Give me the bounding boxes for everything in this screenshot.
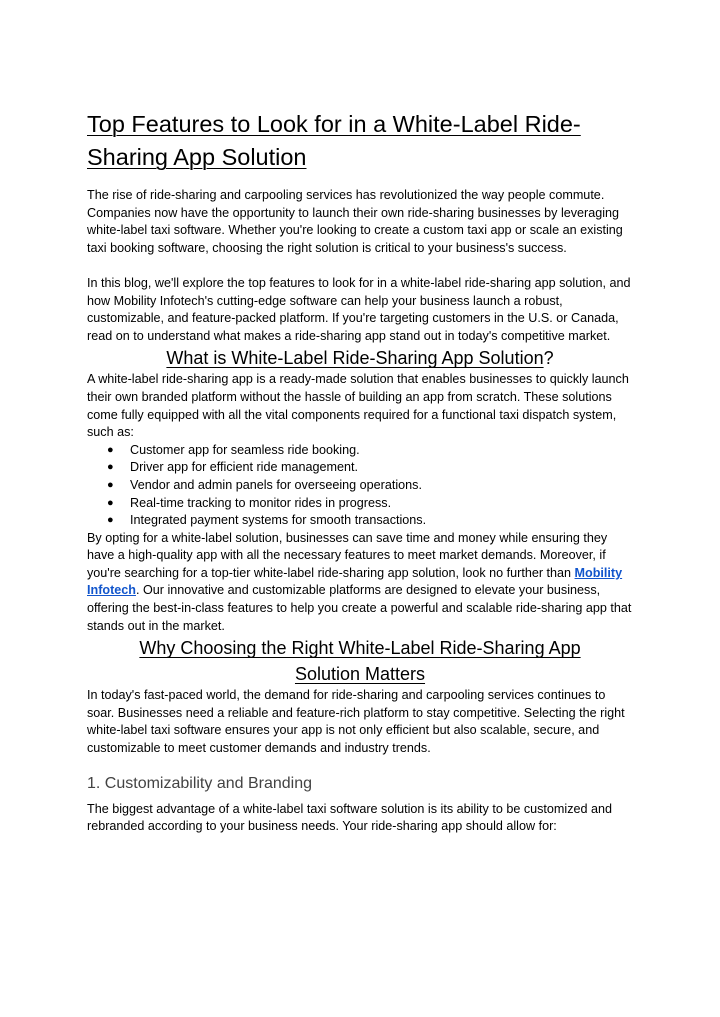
document-page [87, 108, 633, 836]
section-heading-what-is [87, 345, 633, 371]
section-heading-what-is-text: What is White-Label Ride-Sharing App Solution [166, 348, 544, 369]
list-item-text: Customer app for seamless ride booking. [130, 442, 360, 457]
section-heading-question-mark: ? [543, 348, 554, 369]
intro-paragraph-2: In this blog, we'll explore the top features to look for in a white-label ride-sharing app solution, and how Mobility Infotech's cutting-edge software can help your business launch a robust, customizable, and feature-packed platform. If you're targeting customers in the U.S. or Canada, read on to understand what makes a ride-sharing app stand out in today's competitive market. [87, 275, 631, 343]
page-title: Top Features to Look for in a White-Label Ride-Sharing App Solution [87, 111, 581, 170]
list-item-text: Real-time tracking to monitor rides in progress. [130, 495, 392, 510]
intro-paragraph-1: The rise of ride-sharing and carpooling services has revolutionized the way people commute. Companies now have the opportunity to launch their own ride-sharing businesses by leveraging white-label taxi software. Whether you're looking to create a custom taxi app or scale an existing taxi booking software, choosing the right solution is critical to your business's success. [87, 188, 623, 255]
bullet-icon: ● [107, 478, 114, 491]
customizability-paragraph: The biggest advantage of a white-label taxi software solution is its ability to be customized and rebranded according to your business needs. Your ride-sharing app should allow for: [87, 801, 613, 834]
section-heading-why-choosing-line-1: Why Choosing the Right White-Label Ride-Sharing App [139, 638, 581, 659]
mobility-infotech-link[interactable]: Mobility Infotech [87, 565, 623, 598]
list-item [107, 459, 633, 477]
list-item-text: Driver app for efficient ride management. [130, 460, 358, 475]
list-item [107, 477, 633, 495]
section-heading-why-choosing [87, 635, 633, 687]
list-item [107, 442, 633, 460]
bullet-icon: ● [107, 496, 114, 509]
paragraph-text-after-link: . Our innovative and customizable platforms are designed to elevate your business, offering the best-in-class features to help you create a powerful and scalable ride-sharing app that stands out in the market. [87, 583, 632, 633]
components-bullet-list [87, 442, 633, 530]
section-heading-why-choosing-line-2: Solution Matters [294, 664, 426, 685]
why-choosing-paragraph: In today's fast-paced world, the demand for ride-sharing and carpooling services continues to soar. Businesses need a reliable and feature-rich platform to stay competitive. Selecting the right white-label taxi software ensures your app is not only efficient but also scalable, secure, and customizable to meet customer demands and industry trends. [87, 688, 625, 756]
what-is-paragraph-2 [87, 530, 633, 636]
what-is-paragraph-1: A white-label ride-sharing app is a ready-made solution that enables businesses to quickly launch their own branded platform without the hassle of building an app from scratch. These solutions come fully equipped with all the vital components required for a functional taxi dispatch system, such as: [87, 372, 629, 440]
section-heading-customizability: 1. Customizability and Branding [87, 774, 313, 792]
bullet-icon: ● [107, 461, 114, 474]
list-item-text: Integrated payment systems for smooth transactions. [130, 513, 427, 528]
bullet-icon: ● [107, 514, 114, 527]
paragraph-spacer [87, 257, 633, 275]
list-item [107, 495, 633, 513]
list-item-text: Vendor and admin panels for overseeing operations. [130, 477, 422, 492]
bullet-icon: ● [107, 443, 114, 456]
paragraph-text-before-link: By opting for a white-label solution, businesses can save time and money while ensuring they have a high-quality app with all the necessary features to meet market demands. Moreover, if you're searching for a top-tier white-label ride-sharing app solution, look no further than [87, 530, 608, 580]
list-item [107, 512, 633, 530]
